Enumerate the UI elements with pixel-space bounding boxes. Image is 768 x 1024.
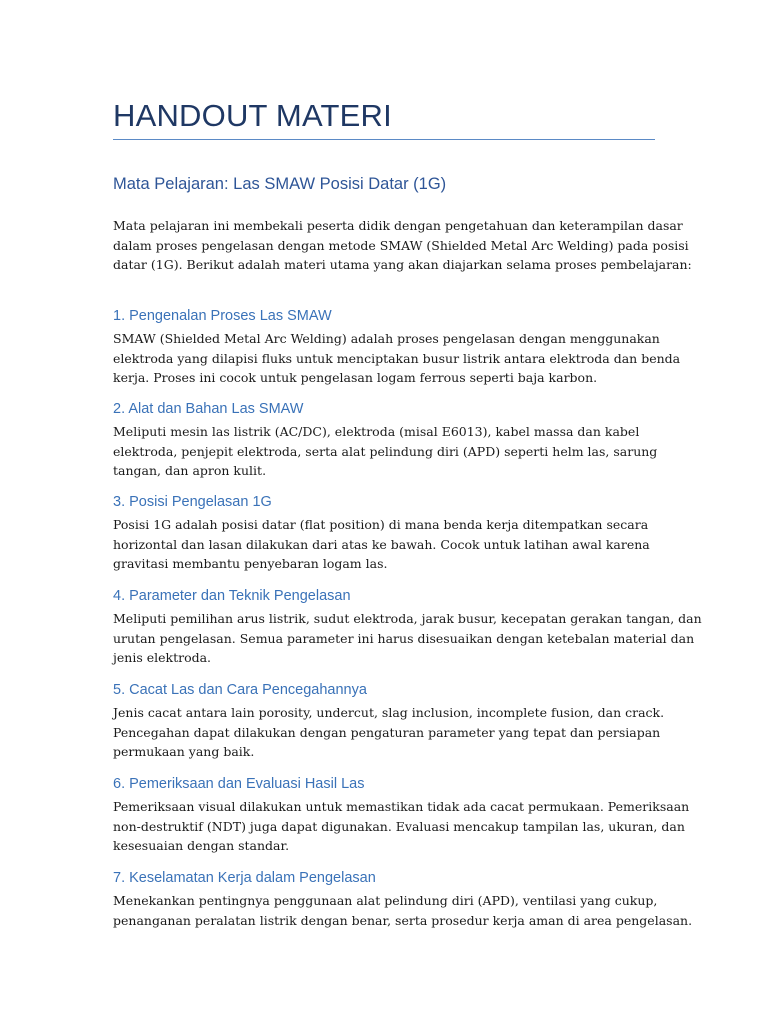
section-body bbox=[113, 329, 681, 388]
section-body bbox=[113, 703, 673, 762]
section-keselamatan bbox=[113, 868, 693, 930]
section-alat-bahan bbox=[113, 399, 673, 481]
document-title: HANDOUT MATERI bbox=[113, 98, 392, 133]
body-line: permukaan yang baik. bbox=[113, 744, 255, 760]
title-divider bbox=[113, 139, 655, 140]
section-body bbox=[113, 891, 693, 930]
body-line: kerja. Proses ini cocok untuk pengelasan logam ferrous seperti baja karbon. bbox=[113, 370, 598, 386]
body-line: gravitasi membantu penyebaran logam las. bbox=[113, 556, 388, 572]
section-parameter-teknik bbox=[113, 586, 702, 668]
section-heading: 5. Cacat Las dan Cara Pencegahannya bbox=[113, 682, 367, 698]
body-line: Meliputi pemilihan arus listrik, sudut elektroda, jarak busur, kecepatan gerakan tangan, dan bbox=[113, 611, 702, 626]
section-heading: 1. Pengenalan Proses Las SMAW bbox=[113, 308, 332, 324]
body-line: tangan, dan apron kulit. bbox=[113, 463, 267, 479]
section-heading: 3. Posisi Pengelasan 1G bbox=[113, 494, 272, 510]
section-heading: 2. Alat dan Bahan Las SMAW bbox=[113, 401, 304, 417]
section-body bbox=[113, 515, 673, 574]
body-line: SMAW (Shielded Metal Arc Welding) adalah proses pengelasan dengan menggunakan bbox=[113, 331, 660, 346]
body-line: horizontal dan lasan dilakukan dari atas ke bawah. Cocok untuk latihan awal karena bbox=[113, 536, 650, 552]
body-line: Meliputi mesin las listrik (AC/DC), elektroda (misal E6013), kabel massa dan kabel bbox=[113, 424, 640, 439]
body-line: kesesuaian dengan standar. bbox=[113, 838, 290, 854]
section-body bbox=[113, 609, 702, 668]
section-body bbox=[113, 422, 673, 481]
body-line: elektroda, penjepit elektroda, serta alat pelindung diri (APD) seperti helm las, sarung bbox=[113, 443, 658, 459]
section-pengenalan bbox=[113, 306, 681, 388]
body-line: Pencegahan dapat dilakukan dengan pengaturan parameter yang tepat dan persiapan bbox=[113, 724, 661, 740]
intro-line: Mata pelajaran ini membekali peserta didik dengan pengetahuan dan keterampilan dasar bbox=[113, 218, 683, 233]
section-heading: 7. Keselamatan Kerja dalam Pengelasan bbox=[113, 870, 376, 886]
intro-paragraph bbox=[113, 216, 692, 275]
intro-line: dalam proses pengelasan dengan metode SMAW (Shielded Metal Arc Welding) pada posisi bbox=[113, 237, 689, 253]
section-pemeriksaan bbox=[113, 774, 690, 856]
intro-line: datar (1G). Berikut adalah materi utama yang akan diajarkan selama proses pembelajaran: bbox=[113, 257, 692, 273]
section-heading: 6. Pemeriksaan dan Evaluasi Hasil Las bbox=[113, 776, 365, 792]
section-posisi-1g bbox=[113, 492, 673, 574]
body-line: elektroda yang dilapisi fluks untuk menciptakan busur listrik antara elektroda dan benda bbox=[113, 350, 681, 366]
body-line: Pemeriksaan visual dilakukan untuk memastikan tidak ada cacat permukaan. Pemeriksaan bbox=[113, 799, 690, 814]
section-body bbox=[113, 797, 690, 856]
body-line: Menekankan pentingnya penggunaan alat pelindung diri (APD), ventilasi yang cukup, bbox=[113, 893, 658, 908]
body-line: non-destruktif (NDT) juga dapat digunakan. Evaluasi mencakup tampilan las, ukuran, dan bbox=[113, 818, 685, 834]
body-line: Posisi 1G adalah posisi datar (flat position) di mana benda kerja ditempatkan secara bbox=[113, 517, 649, 532]
document-subtitle: Mata Pelajaran: Las SMAW Posisi Datar (1G) bbox=[113, 175, 447, 193]
section-heading: 4. Parameter dan Teknik Pengelasan bbox=[113, 588, 351, 604]
body-line: Jenis cacat antara lain porosity, undercut, slag inclusion, incomplete fusion, dan crack. bbox=[113, 705, 665, 720]
body-line: penanganan peralatan listrik dengan benar, serta prosedur kerja aman di area pengelasan. bbox=[113, 912, 693, 928]
body-line: jenis elektroda. bbox=[113, 650, 212, 666]
section-cacat-las bbox=[113, 680, 673, 762]
body-line: urutan pengelasan. Semua parameter ini harus disesuaikan dengan ketebalan material dan bbox=[113, 630, 695, 646]
